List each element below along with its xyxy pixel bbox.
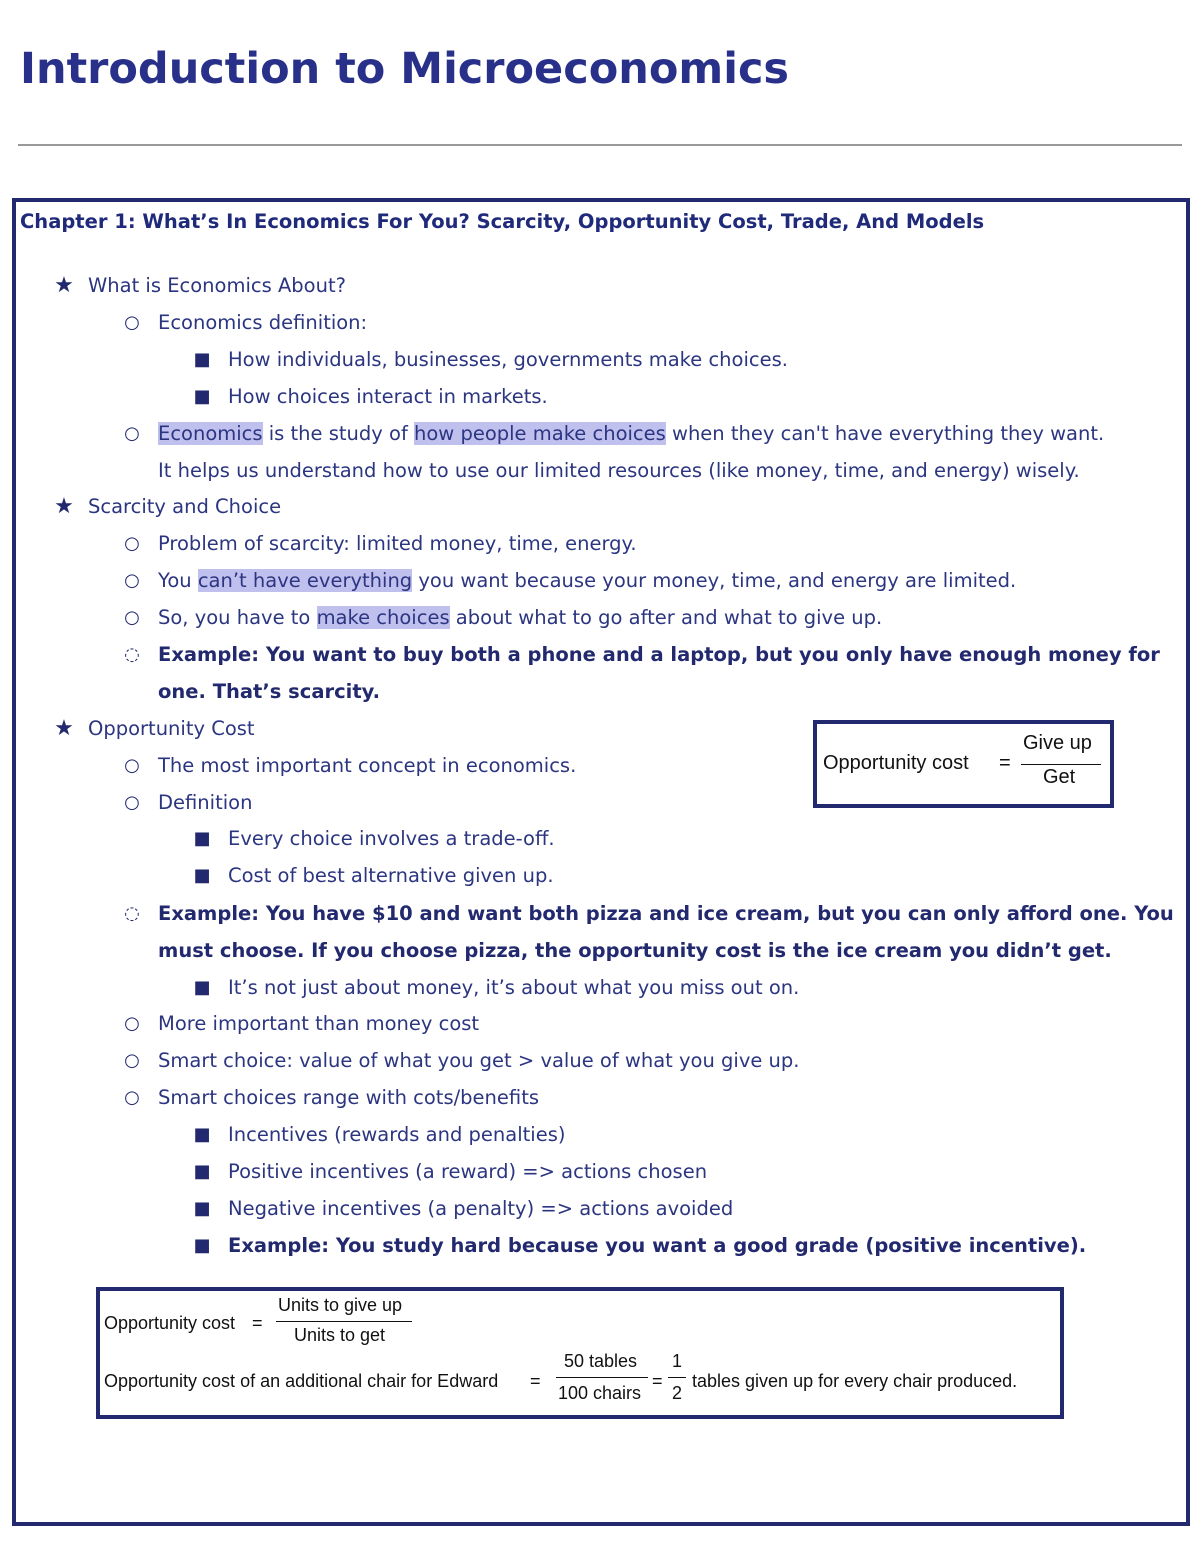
formula-numerator: Units to give up: [278, 1295, 403, 1315]
formula-label-2: Opportunity cost of an additional chair for Edward: [104, 1371, 499, 1391]
incentive-item: Negative incentives (a penalty) => actions avoided: [228, 1197, 734, 1220]
formula-denominator: Get: [1043, 766, 1076, 788]
opportunity-item: Smart choice: value of what you get > value of what you give up.: [158, 1049, 800, 1072]
circle-bullet-icon: ○: [124, 312, 140, 333]
opportunity-example: Example: You have $10 and want both pizza and ice cream, but you can only afford one. You: [158, 902, 1174, 925]
scarcity-item: You can’t have everything you want because your money, time, and energy are limited.: [158, 569, 1017, 592]
scarcity-example: Example: You want to buy both a phone and a laptop, but you only have enough money for: [158, 643, 1160, 666]
scarcity-item: So, you have to make choices about what to go after and what to give up.: [158, 606, 883, 629]
formula-denominator: Units to get: [294, 1325, 386, 1345]
formula-numerator: 50 tables: [564, 1351, 638, 1371]
equals-sign: =: [652, 1371, 663, 1391]
page-title: Introduction to Microeconomics: [20, 44, 790, 94]
formula-numerator: 1: [672, 1351, 683, 1371]
formula-numerator: Give up: [1023, 732, 1092, 754]
dotted-circle-bullet-icon: ◌: [124, 903, 140, 924]
circle-bullet-icon: ○: [124, 1050, 140, 1071]
chapter-frame: [12, 198, 1190, 1526]
formula-denominator: 100 chairs: [558, 1383, 642, 1403]
square-bullet-icon: ■: [193, 1161, 211, 1182]
section-heading-what-is: What is Economics About?: [88, 274, 346, 297]
formula-box-units: [96, 1287, 1064, 1419]
highlight: how people make choices: [414, 422, 666, 445]
square-bullet-icon: ■: [193, 865, 211, 886]
section-heading-scarcity: Scarcity and Choice: [88, 495, 282, 518]
definition-item: How individuals, businesses, governments make choices.: [228, 348, 788, 371]
square-bullet-icon: ■: [193, 828, 211, 849]
econ-study-line: Economics is the study of how people make choices when they can't have everything they want.: [158, 422, 1105, 445]
title-divider: [18, 144, 1182, 146]
formula-label: Opportunity cost: [823, 752, 969, 774]
section-heading-opportunity: Opportunity Cost: [88, 717, 255, 740]
econ-study-line-2: It helps us understand how to use our limited resources (like money, time, and energy) wisely.: [158, 459, 1080, 482]
equals-sign: =: [999, 752, 1011, 774]
chapter-heading: Chapter 1: What’s In Economics For You? Scarcity, Opportunity Cost, Trade, And Models: [20, 210, 985, 233]
circle-bullet-icon: ○: [124, 792, 140, 813]
circle-bullet-icon: ○: [124, 755, 140, 776]
star-bullet-icon: ★: [54, 273, 74, 298]
opportunity-item: More important than money cost: [158, 1012, 480, 1035]
equals-sign: =: [252, 1313, 263, 1333]
scarcity-example-2: one. That’s scarcity.: [158, 680, 381, 703]
fraction-bar: [668, 1377, 686, 1378]
fraction-bar: [1021, 764, 1101, 765]
scarcity-item: Problem of scarcity: limited money, time, energy.: [158, 532, 637, 555]
opportunity-example-2: must choose. If you choose pizza, the opportunity cost is the ice cream you didn’t get.: [158, 939, 1112, 962]
formula-label: Opportunity cost: [104, 1313, 236, 1333]
opportunity-item: Definition: [158, 791, 253, 814]
highlight: make choices: [316, 606, 450, 629]
formula-box-opportunity-cost: [813, 720, 1114, 808]
opportunity-sub-item: It’s not just about money, it’s about what you miss out on.: [228, 976, 800, 999]
circle-bullet-icon: ○: [124, 533, 140, 554]
equals-sign: =: [530, 1371, 541, 1391]
highlight: can’t have everything: [197, 569, 413, 592]
incentive-item: Positive incentives (a reward) => actions chosen: [228, 1160, 708, 1183]
dotted-circle-bullet-icon: ◌: [124, 644, 140, 665]
definition-item: Cost of best alternative given up.: [228, 864, 554, 887]
square-bullet-icon: ■: [193, 977, 211, 998]
opportunity-item: The most important concept in economics.: [158, 754, 577, 777]
star-bullet-icon: ★: [54, 494, 74, 519]
circle-bullet-icon: ○: [124, 423, 140, 444]
formula-denominator: 2: [672, 1383, 683, 1403]
square-bullet-icon: ■: [193, 1124, 211, 1145]
fraction-bar: [556, 1377, 648, 1378]
incentive-example: Example: You study hard because you want a good grade (positive incentive).: [228, 1234, 1087, 1257]
square-bullet-icon: ■: [193, 1198, 211, 1219]
circle-bullet-icon: ○: [124, 1087, 140, 1108]
circle-bullet-icon: ○: [124, 607, 140, 628]
econ-definition: Economics definition:: [158, 311, 368, 334]
circle-bullet-icon: ○: [124, 570, 140, 591]
star-bullet-icon: ★: [54, 716, 74, 741]
formula-tail: tables given up for every chair produced.: [692, 1371, 1018, 1391]
circle-bullet-icon: ○: [124, 1013, 140, 1034]
square-bullet-icon: ■: [193, 1235, 211, 1256]
square-bullet-icon: ■: [193, 386, 211, 407]
definition-item: How choices interact in markets.: [228, 385, 548, 408]
opportunity-item: Smart choices range with cots/benefits: [158, 1086, 540, 1109]
definition-item: Every choice involves a trade-off.: [228, 827, 555, 850]
square-bullet-icon: ■: [193, 349, 211, 370]
highlight: Economics: [158, 422, 263, 445]
fraction-bar: [276, 1321, 412, 1322]
incentive-item: Incentives (rewards and penalties): [228, 1123, 566, 1146]
